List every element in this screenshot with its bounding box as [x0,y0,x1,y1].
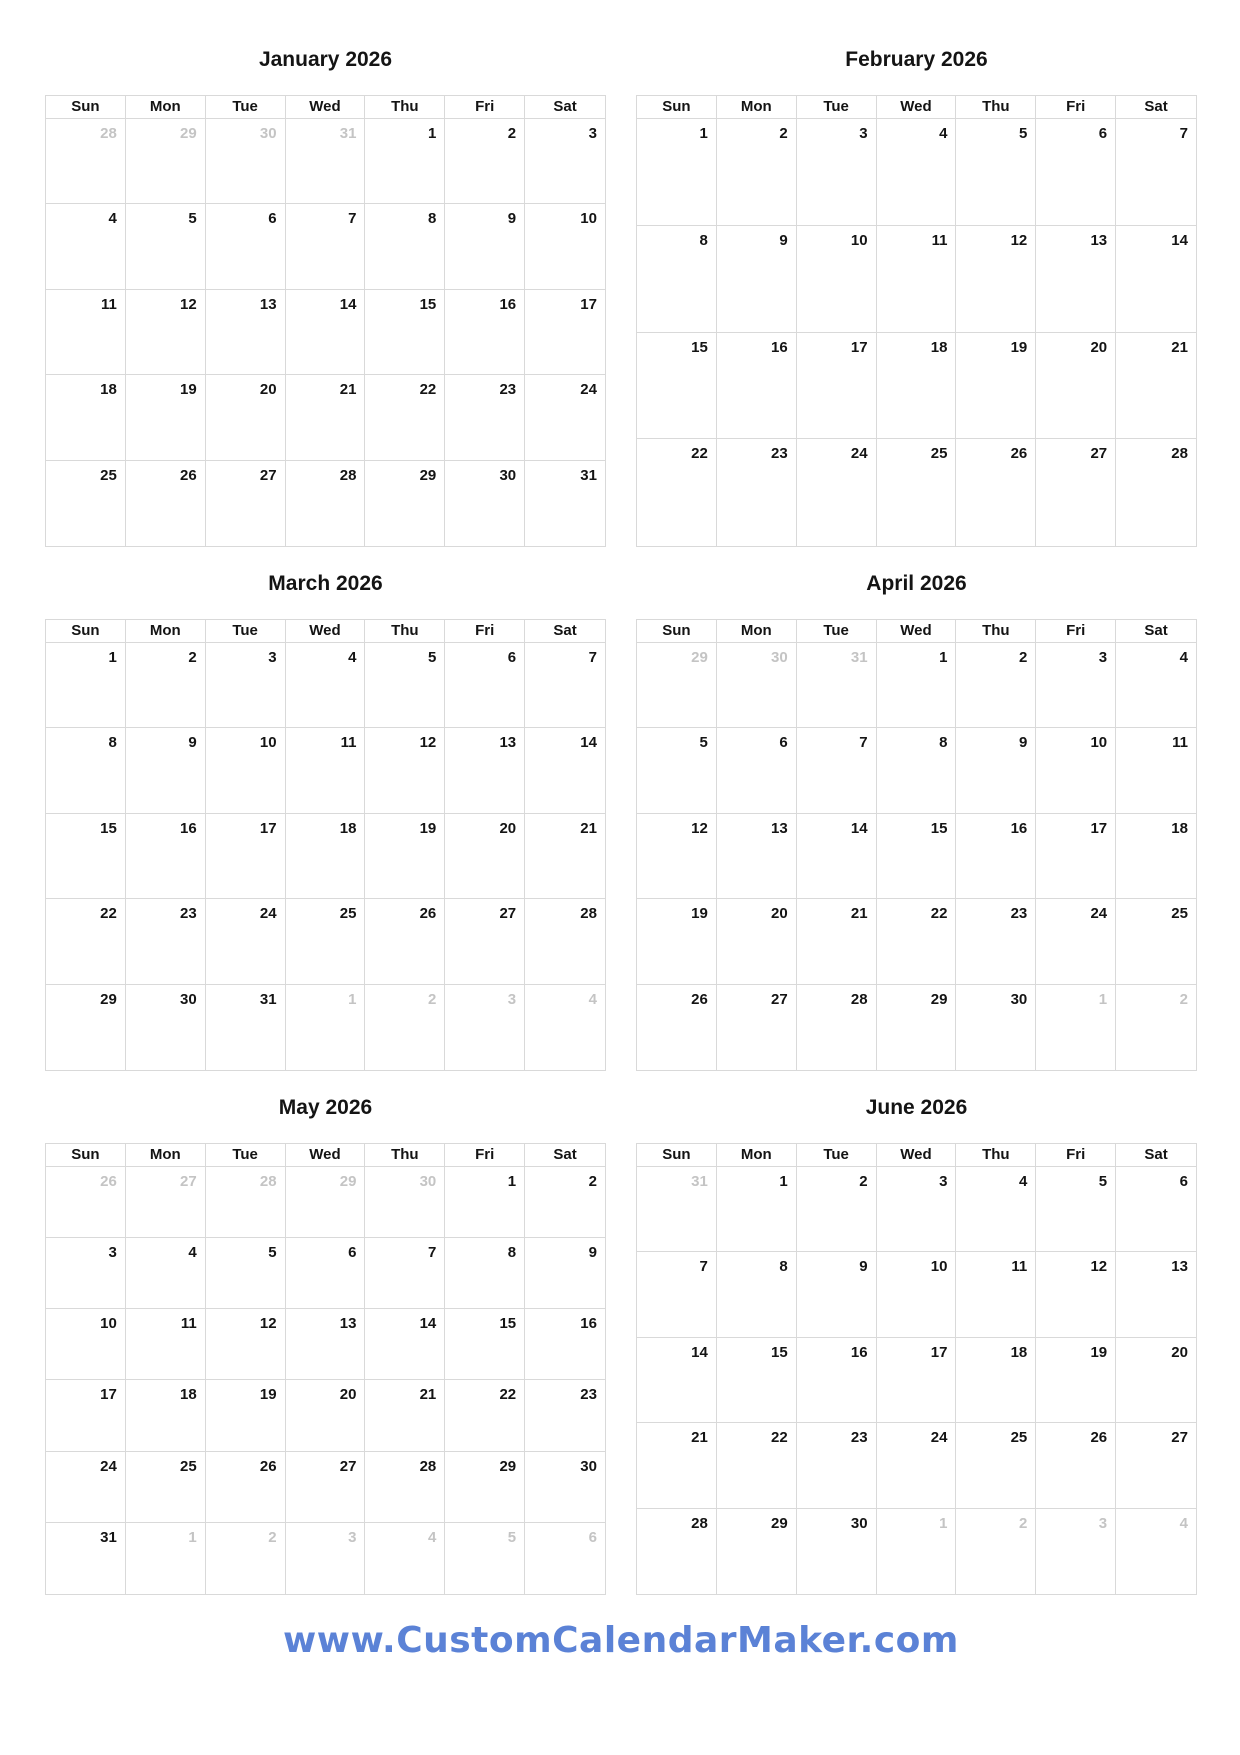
day-cell: 21 [1116,333,1196,440]
day-cell: 26 [1036,1423,1116,1508]
weekday-label: Sun [46,1144,126,1167]
day-cell: 23 [126,899,206,984]
day-cell: 11 [956,1252,1036,1337]
weekday-label: Tue [797,96,877,119]
day-cell: 14 [637,1338,717,1423]
weekday-label: Sat [525,96,605,119]
weekday-label: Mon [126,1144,206,1167]
day-cell: 26 [206,1452,286,1523]
day-cell: 1 [637,119,717,226]
day-cell: 20 [1036,333,1116,440]
day-cell: 27 [1036,439,1116,546]
month-february [636,42,1197,547]
day-cell: 8 [717,1252,797,1337]
day-cell-outside: 1 [877,1509,957,1594]
day-cell: 14 [365,1309,445,1380]
month-march [45,566,606,1071]
day-cell: 12 [126,290,206,375]
day-cell: 16 [956,814,1036,899]
weekday-label: Wed [877,620,957,643]
day-cell: 12 [956,226,1036,333]
day-cell: 24 [46,1452,126,1523]
day-cell-outside: 4 [365,1523,445,1594]
month-grid [45,1143,606,1595]
day-cell: 2 [525,1167,605,1238]
day-cell: 9 [797,1252,877,1337]
day-cell: 28 [797,985,877,1070]
day-cell: 30 [525,1452,605,1523]
day-cell: 7 [1116,119,1196,226]
day-cell: 8 [877,728,957,813]
day-cell: 26 [365,899,445,984]
weekday-label: Mon [126,620,206,643]
day-cell: 13 [445,728,525,813]
day-cell: 16 [525,1309,605,1380]
day-cell: 2 [717,119,797,226]
day-cell: 8 [365,204,445,289]
day-cell: 2 [126,643,206,728]
day-grid [46,1167,605,1594]
day-cell: 6 [1116,1167,1196,1252]
day-cell: 20 [286,1380,366,1451]
day-cell: 25 [877,439,957,546]
day-cell: 3 [206,643,286,728]
day-cell: 1 [46,643,126,728]
day-cell: 21 [797,899,877,984]
weekday-label: Thu [365,620,445,643]
weekday-header-row [46,1144,605,1167]
day-cell: 12 [206,1309,286,1380]
day-cell: 9 [525,1238,605,1309]
day-cell: 18 [46,375,126,460]
day-cell: 7 [286,204,366,289]
day-cell: 27 [286,1452,366,1523]
day-cell: 19 [206,1380,286,1451]
day-cell: 31 [206,985,286,1070]
weekday-label: Mon [717,1144,797,1167]
weekday-label: Mon [717,620,797,643]
month-grid [636,619,1197,1071]
day-cell: 22 [717,1423,797,1508]
month-title: January 2026 [258,48,393,71]
day-cell: 15 [717,1338,797,1423]
weekday-label: Mon [126,96,206,119]
day-cell: 28 [637,1509,717,1594]
day-cell: 25 [1116,899,1196,984]
day-cell: 7 [365,1238,445,1309]
day-cell: 5 [956,119,1036,226]
day-cell: 29 [877,985,957,1070]
day-cell: 11 [1116,728,1196,813]
day-cell: 13 [286,1309,366,1380]
day-cell-outside: 4 [1179,1514,1188,1532]
weekday-label: Tue [797,1144,877,1167]
day-cell-outside: 2 [365,985,445,1070]
day-cell: 1 [877,643,957,728]
day-cell: 27 [206,461,286,546]
month-may [45,1090,606,1595]
day-cell: 13 [206,290,286,375]
day-cell: 7 [637,1252,717,1337]
month-grid [45,95,606,547]
weekday-label: Sun [637,1144,717,1167]
weekday-label: Tue [206,1144,286,1167]
day-cell: 23 [525,1380,605,1451]
day-cell: 20 [445,814,525,899]
day-cell: 22 [445,1380,525,1451]
day-cell: 15 [445,1309,525,1380]
day-cell: 13 [1036,226,1116,333]
day-cell-outside: 28 [46,119,126,204]
day-cell-outside: 31 [797,643,877,728]
weekday-label: Fri [445,96,525,119]
day-cell: 3 [46,1238,126,1309]
weekday-label: Sat [1116,1144,1196,1167]
day-cell-outside: 6 [588,1528,597,1546]
weekday-label: Fri [1036,620,1116,643]
day-cell: 25 [286,899,366,984]
day-cell: 14 [525,728,605,813]
day-cell-outside: 4 [588,990,597,1008]
day-cell: 11 [46,290,126,375]
day-cell: 24 [797,439,877,546]
month-title: April 2026 [866,572,967,595]
months-grid [45,42,1197,1595]
day-cell: 9 [445,204,525,289]
day-cell: 8 [46,728,126,813]
day-cell: 4 [286,643,366,728]
day-cell: 17 [206,814,286,899]
day-cell: 23 [717,439,797,546]
day-cell: 5 [206,1238,286,1309]
day-cell: 17 [46,1380,126,1451]
weekday-label: Wed [286,96,366,119]
day-cell: 25 [46,461,126,546]
month-title: June 2026 [865,1096,968,1119]
day-cell: 2 [445,119,525,204]
day-cell: 5 [1036,1167,1116,1252]
day-cell: 22 [365,375,445,460]
day-cell: 18 [126,1380,206,1451]
day-cell: 10 [46,1309,126,1380]
day-cell: 13 [717,814,797,899]
day-cell: 20 [717,899,797,984]
day-cell: 3 [525,119,605,204]
day-cell: 5 [126,204,206,289]
day-cell: 15 [877,814,957,899]
month-grid [45,619,606,1071]
day-cell: 12 [637,814,717,899]
day-cell: 30 [797,1509,877,1594]
day-cell: 27 [445,899,525,984]
weekday-label: Sat [525,620,605,643]
day-cell: 21 [365,1380,445,1451]
weekday-label: Wed [286,1144,366,1167]
day-cell: 22 [877,899,957,984]
day-cell: 28 [365,1452,445,1523]
day-cell: 15 [637,333,717,440]
weekday-header-row [637,620,1196,643]
day-cell: 17 [525,290,605,375]
weekday-header-row [46,96,605,119]
day-cell-outside: 30 [717,643,797,728]
day-cell: 4 [46,204,126,289]
day-cell-outside: 29 [126,119,206,204]
month-title: March 2026 [268,572,383,595]
month-title: February 2026 [845,48,988,71]
day-cell: 15 [46,814,126,899]
day-cell: 19 [637,899,717,984]
day-cell: 24 [877,1423,957,1508]
day-cell: 26 [126,461,206,546]
day-cell: 27 [1116,1423,1196,1508]
day-cell: 17 [1036,814,1116,899]
day-cell-outside: 26 [46,1167,126,1238]
weekday-header-row [637,96,1196,119]
day-cell: 7 [797,728,877,813]
weekday-label: Mon [717,96,797,119]
weekday-label: Fri [1036,1144,1116,1167]
day-cell: 6 [286,1238,366,1309]
day-cell: 24 [525,375,605,460]
weekday-label: Thu [956,1144,1036,1167]
day-cell: 22 [637,439,717,546]
day-cell: 27 [717,985,797,1070]
weekday-label: Sat [1116,96,1196,119]
day-cell: 8 [445,1238,525,1309]
day-cell: 7 [525,643,605,728]
day-cell-outside: 3 [1036,1509,1116,1594]
day-grid [637,1167,1196,1594]
day-cell: 4 [126,1238,206,1309]
day-cell: 30 [445,461,525,546]
weekday-label: Sat [525,1144,605,1167]
month-grid [636,1143,1197,1595]
day-cell: 20 [1116,1338,1196,1423]
day-cell: 15 [365,290,445,375]
day-cell: 16 [797,1338,877,1423]
weekday-label: Wed [877,1144,957,1167]
day-cell-outside: 3 [286,1523,366,1594]
day-cell: 20 [206,375,286,460]
day-cell: 29 [717,1509,797,1594]
day-cell: 17 [877,1338,957,1423]
day-cell-outside: 30 [365,1167,445,1238]
day-cell: 8 [637,226,717,333]
weekday-label: Wed [286,620,366,643]
month-april [636,566,1197,1071]
month-january [45,42,606,547]
weekday-label: Sun [46,620,126,643]
day-cell: 3 [877,1167,957,1252]
month-title: May 2026 [278,1096,373,1119]
day-cell: 10 [1036,728,1116,813]
day-cell-outside: 30 [206,119,286,204]
day-cell: 14 [1116,226,1196,333]
day-cell: 5 [365,643,445,728]
day-cell-outside: 2 [1179,990,1188,1008]
day-cell: 22 [46,899,126,984]
weekday-label: Tue [206,620,286,643]
day-cell: 21 [637,1423,717,1508]
day-cell: 4 [1116,643,1196,728]
day-cell: 29 [46,985,126,1070]
weekday-label: Fri [445,620,525,643]
day-cell-outside: 3 [445,985,525,1070]
day-cell: 14 [797,814,877,899]
day-cell-outside: 31 [286,119,366,204]
month-grid [636,95,1197,547]
day-cell-outside: 1 [286,985,366,1070]
day-cell: 9 [717,226,797,333]
day-cell: 14 [286,290,366,375]
day-cell: 9 [126,728,206,813]
weekday-label: Fri [1036,96,1116,119]
day-cell: 4 [956,1167,1036,1252]
day-cell-outside: 5 [445,1523,525,1594]
weekday-label: Sun [637,96,717,119]
month-june [636,1090,1197,1595]
day-cell: 10 [877,1252,957,1337]
day-cell: 17 [797,333,877,440]
weekday-label: Thu [365,96,445,119]
weekday-label: Thu [956,96,1036,119]
day-cell-outside: 2 [956,1509,1036,1594]
day-cell: 18 [1116,814,1196,899]
day-cell: 6 [717,728,797,813]
day-cell: 16 [445,290,525,375]
day-cell: 11 [126,1309,206,1380]
day-cell: 21 [525,814,605,899]
day-cell: 18 [877,333,957,440]
day-cell: 11 [877,226,957,333]
weekday-label: Wed [877,96,957,119]
day-cell: 25 [956,1423,1036,1508]
day-cell: 23 [797,1423,877,1508]
day-cell: 11 [286,728,366,813]
day-cell: 29 [445,1452,525,1523]
day-cell: 3 [1036,643,1116,728]
day-cell: 6 [206,204,286,289]
day-cell: 31 [46,1523,126,1594]
day-cell: 19 [126,375,206,460]
watermark-text: www.CustomCalendarMaker.com [283,1620,959,1661]
day-cell: 26 [956,439,1036,546]
day-cell: 28 [286,461,366,546]
day-cell-outside: 1 [1036,985,1116,1070]
day-cell-outside: 31 [637,1167,717,1252]
day-cell: 1 [445,1167,525,1238]
day-cell-outside: 27 [126,1167,206,1238]
day-cell: 4 [877,119,957,226]
weekday-label: Sat [1116,620,1196,643]
day-cell: 28 [525,899,605,984]
day-cell: 30 [956,985,1036,1070]
weekday-label: Tue [797,620,877,643]
day-cell: 29 [365,461,445,546]
day-cell: 30 [126,985,206,1070]
day-cell: 2 [956,643,1036,728]
weekday-label: Thu [956,620,1036,643]
day-cell-outside: 28 [206,1167,286,1238]
day-cell: 3 [797,119,877,226]
day-cell: 16 [717,333,797,440]
day-cell-outside: 29 [286,1167,366,1238]
day-cell: 10 [206,728,286,813]
day-cell: 31 [580,466,597,484]
day-cell-outside: 1 [126,1523,206,1594]
day-cell: 18 [286,814,366,899]
day-cell: 23 [445,375,525,460]
day-cell: 28 [1171,445,1188,463]
day-cell: 12 [1036,1252,1116,1337]
weekday-header-row [46,620,605,643]
day-grid [637,643,1196,1070]
day-cell: 13 [1116,1252,1196,1337]
day-cell: 19 [365,814,445,899]
day-cell: 26 [637,985,717,1070]
weekday-label: Thu [365,1144,445,1167]
day-cell: 19 [1036,1338,1116,1423]
day-cell: 21 [286,375,366,460]
weekday-label: Fri [445,1144,525,1167]
day-cell: 10 [525,204,605,289]
day-cell-outside: 29 [637,643,717,728]
day-cell-outside: 2 [206,1523,286,1594]
day-cell: 19 [956,333,1036,440]
day-cell: 12 [365,728,445,813]
weekday-header-row [637,1144,1196,1167]
day-cell: 9 [956,728,1036,813]
weekday-label: Sun [46,96,126,119]
day-cell: 24 [206,899,286,984]
day-cell: 6 [445,643,525,728]
day-cell: 25 [126,1452,206,1523]
day-cell: 16 [126,814,206,899]
day-grid [46,119,605,546]
day-grid [637,119,1196,546]
day-grid [46,643,605,1070]
day-cell: 24 [1036,899,1116,984]
day-cell: 10 [797,226,877,333]
weekday-label: Tue [206,96,286,119]
day-cell: 23 [956,899,1036,984]
day-cell: 1 [717,1167,797,1252]
day-cell: 1 [365,119,445,204]
day-cell: 18 [956,1338,1036,1423]
weekday-label: Sun [637,620,717,643]
day-cell: 2 [797,1167,877,1252]
day-cell: 5 [637,728,717,813]
day-cell: 6 [1036,119,1116,226]
